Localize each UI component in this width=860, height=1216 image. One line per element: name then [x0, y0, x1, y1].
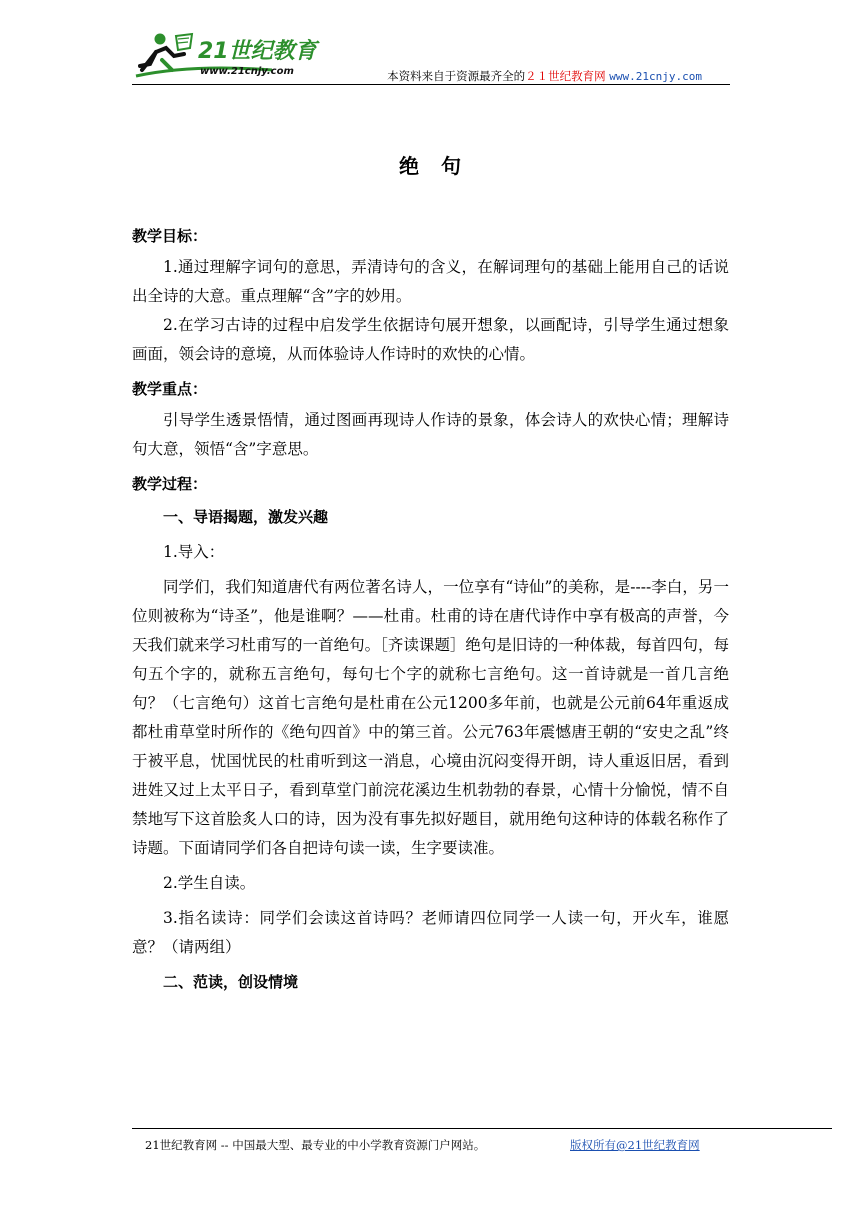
step1-item-1: 1.导入： [163, 543, 225, 561]
step1-item-2: 2.学生自读。 [163, 874, 256, 892]
header-divider [132, 84, 730, 85]
footer-divider [132, 1128, 832, 1129]
svg-text:21世纪教育: 21世纪教育 [198, 39, 317, 64]
header-source-note [387, 68, 702, 84]
focus-heading: 教学重点： [132, 380, 208, 398]
step2-heading: 二、范读，创设情境 [163, 973, 299, 991]
step1-paragraph: 同学们，我们知道唐代有两位著名诗人，一位享有“诗仙”的美称，是----李白，另一位则被称为“诗圣”，他是谁啊？——杜甫。杜甫的诗在唐代诗作中享有极高的声誉，今天我们就来学习杜甫写的一首绝句。［齐读课题］绝句是旧诗的一种体裁，每首四句，每句五个字的，就称五言绝句，每句七个字的就称七言绝句。这一首诗就是一首几言绝句？（七言绝句）这首七言绝句是杜甫在公元1200多年前，也就是公元前64年重返成都杜甫草堂时所作的《绝句四首》中的第三首。公元763年震憾唐王朝的“安史之乱”终于被平息，忧国忧民的杜甫听到这一消息，心境由沉闷变得开朗，诗人重返旧居，看到进姓又过上太平日子，看到草堂门前浣花溪边生机勃勃的春景，心情十分愉悦，情不自禁地写下这首脍炙人口的诗，因为没有事先拟好题目，就用绝句这种诗的体载名称作了诗题。下面请同学们各自把诗句读一读，生字要读准。 [132, 578, 729, 857]
footer-copyright-link[interactable]: 版权所有@21世纪教育网 [570, 1138, 700, 1152]
page-header [132, 30, 730, 86]
step1-heading: 一、导语揭题，激发兴趣 [163, 508, 329, 526]
footer-text: 21世纪教育网 -- 中国最大型、最专业的中小学教育资源门户网站。 [145, 1138, 486, 1152]
document-body [132, 222, 729, 999]
focus-text: 引导学生透景悟情，通过图画再现诗人作诗的景象，体会诗人的欢快心情；理解诗句大意，领悟“含”字意思。 [132, 411, 729, 458]
process-heading: 教学过程： [132, 475, 208, 493]
header-note-url[interactable]: www.21cnjy.com [609, 70, 702, 83]
header-note-prefix: 本资料来自于资源最齐全的 [387, 69, 526, 83]
goal-item-2: 2.在学习古诗的过程中启发学生依据诗句展开想象，以画配诗，引导学生通过想象画面，领会诗的意境，从而体验诗人作诗时的欢快的心情。 [132, 316, 729, 363]
site-logo [132, 30, 342, 82]
svg-text:www.21cnjy.com: www.21cnjy.com [200, 66, 294, 77]
goals-heading: 教学目标： [132, 227, 208, 245]
goal-item-1: 1.通过理解字词句的意思，弄清诗句的含义，在解词理句的基础上能用自己的话说出全诗的大意。重点理解“含”字的妙用。 [132, 258, 729, 305]
header-note-site-name: ２１世纪教育网 [525, 69, 606, 83]
step1-item-3: 3.指名读诗：同学们会读这首诗吗？老师请四位同学一人读一句，开火车，谁愿意？（请两组） [132, 909, 729, 956]
document-title: 绝句 [399, 154, 483, 178]
